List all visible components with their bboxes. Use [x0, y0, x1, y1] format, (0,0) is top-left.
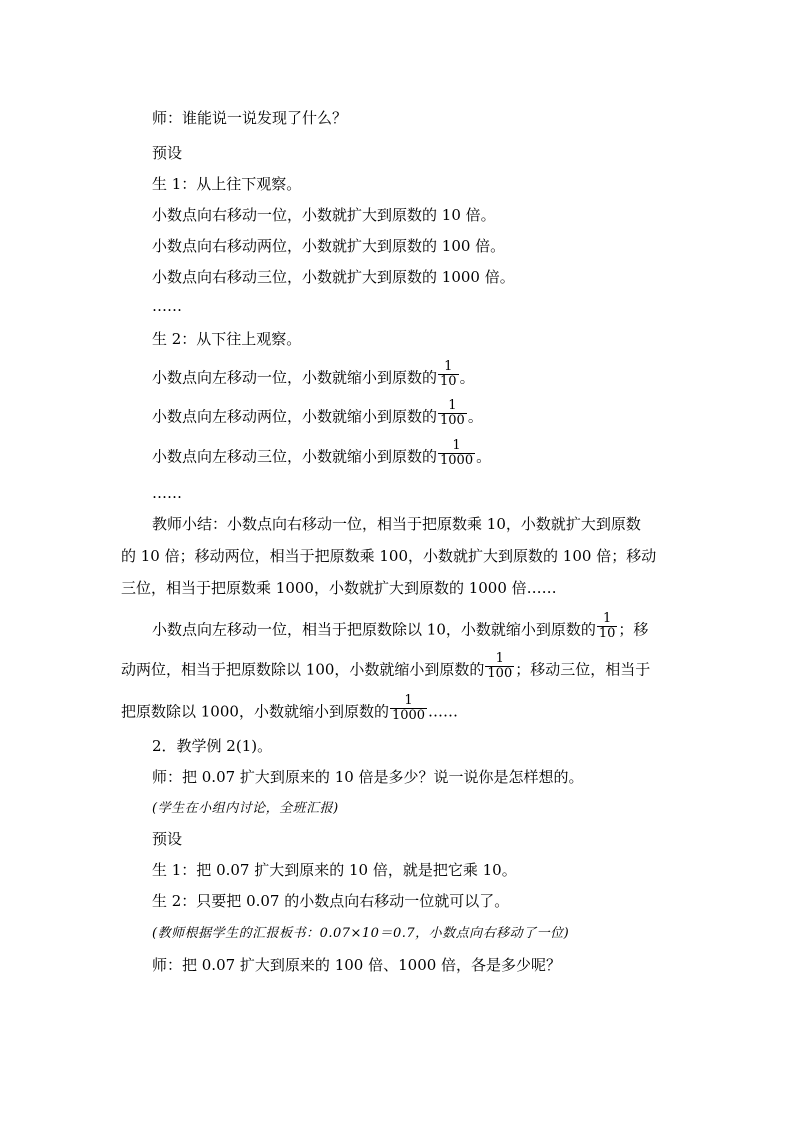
fraction-numerator: 1 [404, 693, 413, 708]
teacher-question-line: 师：把 0.07 扩大到原来的 10 倍是多少？说一说你是怎样想的。 [152, 768, 584, 786]
fraction [438, 360, 459, 389]
student-2-line: 生 2：从下往上观察。 [152, 330, 302, 348]
fraction-numerator: 1 [444, 359, 453, 374]
summary-paragraph-line [121, 651, 651, 685]
fraction [438, 439, 475, 468]
fraction [597, 612, 618, 641]
student-1-line: 生 1：把 0.07 扩大到原来的 10 倍，就是把它乘 10。 [152, 861, 517, 879]
stage-direction: (教师根据学生的汇报板书：0.07×10＝0.7，小数点向右移动了一位) [152, 926, 570, 941]
summary-paragraph-line [152, 611, 649, 645]
text-line: 小数点向右移动一位，小数就扩大到原数的 10 倍。 [152, 206, 496, 224]
summary-paragraph-line: 的 10 倍；移动两位，相当于把原数乘 100，小数就扩大到原数的 100 倍；移动 [121, 547, 657, 565]
fraction-denominator: 10 [440, 374, 457, 389]
fraction [390, 694, 427, 723]
fraction-denominator: 10 [598, 626, 616, 641]
fraction-denominator: 1000 [440, 453, 474, 468]
text-line: 小数点向右移动三位，小数就扩大到原数的 1000 倍。 [152, 268, 515, 286]
fraction-numerator: 1 [495, 651, 504, 666]
section-heading: 2．教学例 2(1)。 [152, 737, 273, 755]
line-text: 动两位，相当于把原数除以 100，小数就缩小到原数的 [121, 660, 485, 679]
line-tail: 。 [476, 447, 492, 466]
summary-paragraph-line [121, 693, 459, 727]
line-tail: 。 [459, 368, 475, 387]
stage-direction: (学生在小组内讨论，全班汇报) [152, 801, 339, 816]
preset-label: 预设 [152, 144, 183, 162]
ellipsis-line: …… [152, 297, 182, 315]
line-tail: …… [428, 702, 459, 721]
fraction-numerator: 1 [448, 398, 457, 413]
teacher-question-line: 师：把 0.07 扩大到原来的 100 倍、1000 倍，各是多少呢？ [152, 956, 562, 974]
summary-paragraph-line: 三位，相当于把原数乘 1000，小数就扩大到原数的 1000 倍…… [121, 579, 557, 597]
line-tail: ；移动三位，相当于 [515, 660, 651, 679]
line-text: 小数点向左移动三位，小数就缩小到原数的 [152, 447, 438, 466]
fraction-denominator: 100 [487, 666, 513, 681]
line-text: 把原数除以 1000，小数就缩小到原数的 [121, 702, 389, 721]
fraction-numerator: 1 [602, 611, 612, 626]
student-1-line: 生 1：从上往下观察。 [152, 175, 302, 193]
fraction [438, 399, 467, 428]
fraction [485, 652, 514, 681]
preset-label: 预设 [152, 830, 183, 848]
fraction-numerator: 1 [452, 438, 461, 453]
student-2-line: 生 2：只要把 0.07 的小数点向右移动一位就可以了。 [152, 892, 510, 910]
text-line: 小数点向右移动两位，小数就扩大到原数的 100 倍。 [152, 237, 506, 255]
line-text: 小数点向左移动一位，相当于把原数除以 10，小数就缩小到原数的 [152, 620, 596, 639]
line-tail: 。 [467, 407, 483, 426]
fraction-line [152, 359, 475, 393]
teacher-question-line: 师：谁能说一说发现了什么？ [152, 109, 348, 127]
fraction-line [152, 398, 483, 432]
fraction-denominator: 100 [440, 413, 465, 428]
line-tail: ；移 [618, 620, 649, 639]
fraction-line [152, 438, 492, 472]
line-text: 小数点向左移动一位，小数就缩小到原数的 [152, 368, 438, 387]
fraction-denominator: 1000 [391, 708, 426, 723]
line-text: 小数点向左移动两位，小数就缩小到原数的 [152, 407, 438, 426]
ellipsis-line: …… [152, 484, 182, 502]
summary-paragraph-line: 教师小结：小数点向右移动一位，相当于把原数乘 10，小数就扩大到原数 [152, 515, 641, 533]
